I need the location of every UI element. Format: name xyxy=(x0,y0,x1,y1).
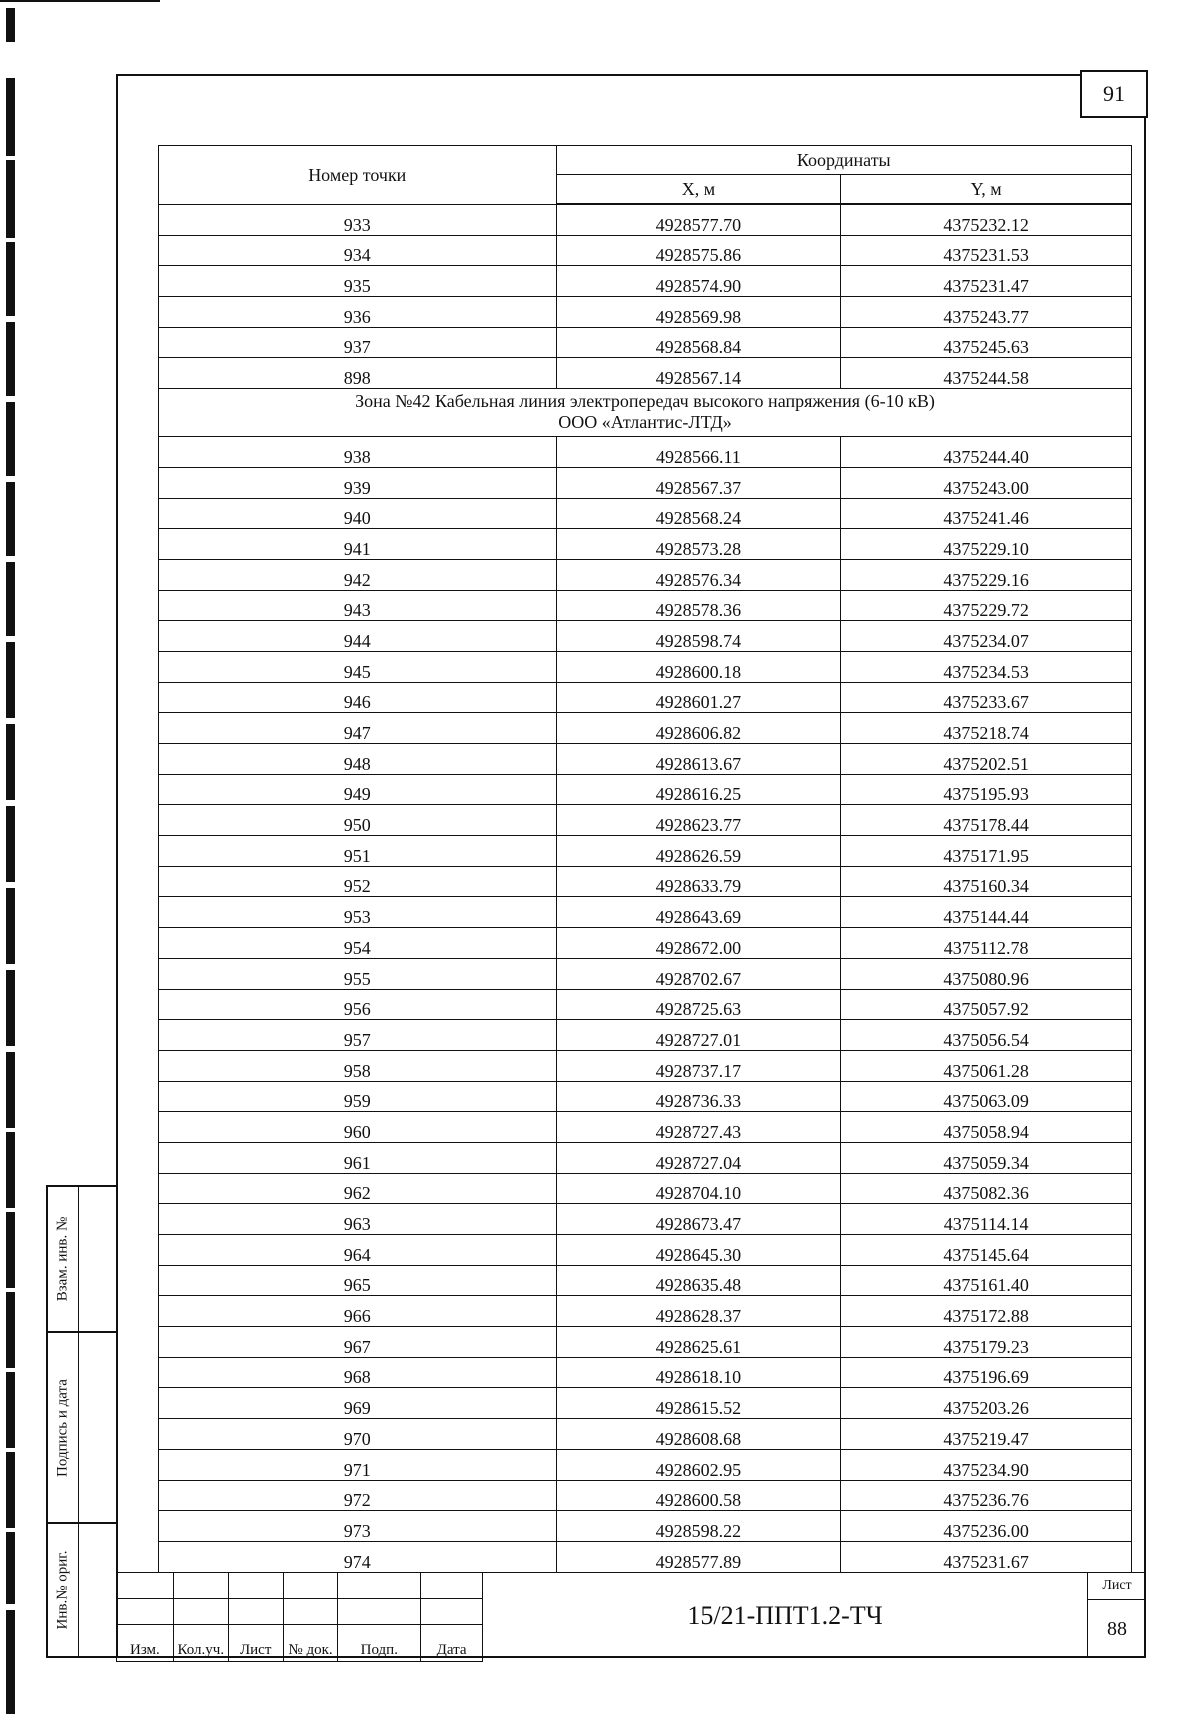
y-coordinate-cell: 4375144.44 xyxy=(841,897,1132,928)
binding-mark xyxy=(6,242,15,316)
point-number-cell: 969 xyxy=(159,1388,557,1419)
table-row xyxy=(159,498,1132,529)
binding-mark xyxy=(6,78,15,156)
table-row xyxy=(159,590,1132,621)
zone-row xyxy=(159,389,1132,437)
y-coordinate-cell: 4375243.00 xyxy=(841,467,1132,498)
x-coordinate-cell: 4928626.59 xyxy=(556,836,841,867)
x-coordinate-cell: 4928704.10 xyxy=(556,1173,841,1204)
table-row xyxy=(159,1235,1132,1266)
binding-mark xyxy=(6,1610,15,1670)
table-row xyxy=(159,266,1132,297)
table-row xyxy=(159,958,1132,989)
rows-before-zone xyxy=(159,204,1132,389)
x-coordinate-cell: 4928727.43 xyxy=(556,1112,841,1143)
y-coordinate-cell: 4375229.10 xyxy=(841,529,1132,560)
title-block xyxy=(116,1572,1146,1658)
point-number-cell: 950 xyxy=(159,805,557,836)
binding-mark xyxy=(6,1052,15,1128)
point-number-cell: 945 xyxy=(159,651,557,682)
binding-mark xyxy=(6,970,15,1046)
zone-section xyxy=(159,389,1132,437)
y-coordinate-cell: 4375112.78 xyxy=(841,928,1132,959)
col-qty: Кол.уч. xyxy=(173,1625,228,1662)
binding-mark xyxy=(6,1212,15,1288)
y-coordinate-cell: 4375244.58 xyxy=(841,358,1132,389)
point-number-cell: 937 xyxy=(159,327,557,358)
y-coordinate-cell: 4375161.40 xyxy=(841,1265,1132,1296)
y-coordinate-cell: 4375231.67 xyxy=(841,1541,1132,1572)
x-coordinate-cell: 4928672.00 xyxy=(556,928,841,959)
zone-title xyxy=(159,389,1132,437)
point-number-cell: 948 xyxy=(159,744,557,775)
x-coordinate-cell: 4928643.69 xyxy=(556,897,841,928)
point-number-cell: 958 xyxy=(159,1050,557,1081)
y-coordinate-cell: 4375236.00 xyxy=(841,1511,1132,1542)
table-row xyxy=(159,713,1132,744)
table-row xyxy=(159,1296,1132,1327)
table-row xyxy=(159,928,1132,959)
point-number-cell: 964 xyxy=(159,1235,557,1266)
y-coordinate-cell: 4375063.09 xyxy=(841,1081,1132,1112)
point-number-cell: 943 xyxy=(159,590,557,621)
x-coordinate-cell: 4928577.89 xyxy=(556,1541,841,1572)
x-coordinate-cell: 4928602.95 xyxy=(556,1449,841,1480)
y-coordinate-cell: 4375229.72 xyxy=(841,590,1132,621)
table-row xyxy=(159,1050,1132,1081)
y-coordinate-cell: 4375195.93 xyxy=(841,774,1132,805)
table-row xyxy=(159,559,1132,590)
y-coordinate-cell: 4375233.67 xyxy=(841,682,1132,713)
y-coordinate-cell: 4375202.51 xyxy=(841,744,1132,775)
y-coordinate-cell: 4375058.94 xyxy=(841,1112,1132,1143)
sheet-number: 88 xyxy=(1107,1617,1127,1640)
x-coordinate-cell: 4928598.22 xyxy=(556,1511,841,1542)
y-coordinate-cell: 4375056.54 xyxy=(841,1020,1132,1051)
x-coordinate-cell: 4928600.18 xyxy=(556,651,841,682)
x-coordinate-cell: 4928568.84 xyxy=(556,327,841,358)
table-row xyxy=(159,774,1132,805)
point-number-cell: 974 xyxy=(159,1541,557,1572)
table-row xyxy=(159,327,1132,358)
binding-mark xyxy=(6,402,15,476)
header-coordinates: Координаты xyxy=(556,146,1131,175)
binding-mark xyxy=(6,642,15,718)
y-coordinate-cell: 4375234.90 xyxy=(841,1449,1132,1480)
binding-mark xyxy=(6,1132,15,1208)
header-point-number: Номер точки xyxy=(159,146,557,205)
y-coordinate-cell: 4375061.28 xyxy=(841,1050,1132,1081)
y-coordinate-cell: 4375114.14 xyxy=(841,1204,1132,1235)
col-doc-number: № док. xyxy=(283,1625,338,1662)
stamp-label: Взам. инв. № xyxy=(54,1216,71,1302)
x-coordinate-cell: 4928615.52 xyxy=(556,1388,841,1419)
table-row xyxy=(159,866,1132,897)
binding-mark xyxy=(6,322,15,396)
rows-after-zone xyxy=(159,437,1132,1572)
y-coordinate-cell: 4375218.74 xyxy=(841,713,1132,744)
binding-mark xyxy=(6,1670,15,1714)
point-number-cell: 954 xyxy=(159,928,557,959)
y-coordinate-cell: 4375196.69 xyxy=(841,1357,1132,1388)
point-number-cell: 942 xyxy=(159,559,557,590)
binding-mark xyxy=(6,562,15,636)
point-number-cell: 971 xyxy=(159,1449,557,1480)
point-number-cell: 957 xyxy=(159,1020,557,1051)
binding-mark xyxy=(6,806,15,882)
binding-mark xyxy=(6,1372,15,1448)
x-coordinate-cell: 4928737.17 xyxy=(556,1050,841,1081)
point-number-cell: 962 xyxy=(159,1173,557,1204)
header-y: Y, м xyxy=(841,175,1132,205)
page-corner-number: 91 xyxy=(1080,70,1148,118)
point-number-cell: 941 xyxy=(159,529,557,560)
table-row xyxy=(159,1112,1132,1143)
y-coordinate-cell: 4375234.53 xyxy=(841,651,1132,682)
table-row xyxy=(159,529,1132,560)
point-number-cell: 947 xyxy=(159,713,557,744)
stamp-label: Подпись и дата xyxy=(54,1378,71,1477)
x-coordinate-cell: 4928616.25 xyxy=(556,774,841,805)
scan-edge-line xyxy=(0,0,160,2)
table-row xyxy=(159,297,1132,328)
binding-mark xyxy=(6,888,15,964)
y-coordinate-cell: 4375059.34 xyxy=(841,1142,1132,1173)
table-row xyxy=(159,358,1132,389)
header-x: X, м xyxy=(556,175,841,205)
x-coordinate-cell: 4928736.33 xyxy=(556,1081,841,1112)
table-row xyxy=(159,651,1132,682)
col-change: Изм. xyxy=(117,1625,174,1662)
x-coordinate-cell: 4928727.04 xyxy=(556,1142,841,1173)
y-coordinate-cell: 4375179.23 xyxy=(841,1327,1132,1358)
point-number-cell: 935 xyxy=(159,266,557,297)
binding-mark xyxy=(6,8,15,42)
table-row xyxy=(159,467,1132,498)
point-number-cell: 949 xyxy=(159,774,557,805)
y-coordinate-cell: 4375241.46 xyxy=(841,498,1132,529)
table-row xyxy=(159,1388,1132,1419)
table-row xyxy=(159,682,1132,713)
y-coordinate-cell: 4375231.47 xyxy=(841,266,1132,297)
y-coordinate-cell: 4375178.44 xyxy=(841,805,1132,836)
point-number-cell: 960 xyxy=(159,1112,557,1143)
table-row xyxy=(159,1142,1132,1173)
x-coordinate-cell: 4928645.30 xyxy=(556,1235,841,1266)
point-number-cell: 938 xyxy=(159,437,557,468)
point-number-cell: 956 xyxy=(159,989,557,1020)
y-coordinate-cell: 4375145.64 xyxy=(841,1235,1132,1266)
table-row xyxy=(159,437,1132,468)
point-number-cell: 961 xyxy=(159,1142,557,1173)
x-coordinate-cell: 4928623.77 xyxy=(556,805,841,836)
point-number-cell: 946 xyxy=(159,682,557,713)
point-number-cell: 972 xyxy=(159,1480,557,1511)
point-number-cell: 952 xyxy=(159,866,557,897)
point-number-cell: 955 xyxy=(159,958,557,989)
table-row xyxy=(159,1265,1132,1296)
x-coordinate-cell: 4928628.37 xyxy=(556,1296,841,1327)
table-row xyxy=(159,836,1132,867)
x-coordinate-cell: 4928725.63 xyxy=(556,989,841,1020)
point-number-cell: 970 xyxy=(159,1419,557,1450)
point-number-cell: 966 xyxy=(159,1296,557,1327)
stamp-signature-date xyxy=(46,1331,118,1524)
point-number-cell: 967 xyxy=(159,1327,557,1358)
y-coordinate-cell: 4375172.88 xyxy=(841,1296,1132,1327)
point-number-cell: 973 xyxy=(159,1511,557,1542)
revision-grid xyxy=(116,1572,483,1662)
binding-mark xyxy=(6,482,15,556)
col-date: Дата xyxy=(421,1625,483,1662)
x-coordinate-cell: 4928702.67 xyxy=(556,958,841,989)
coordinates-table xyxy=(158,145,1132,1573)
table-row xyxy=(159,1480,1132,1511)
point-number-cell: 968 xyxy=(159,1357,557,1388)
table-row xyxy=(159,1419,1132,1450)
x-coordinate-cell: 4928569.98 xyxy=(556,297,841,328)
y-coordinate-cell: 4375234.07 xyxy=(841,621,1132,652)
point-number-cell: 940 xyxy=(159,498,557,529)
y-coordinate-cell: 4375245.63 xyxy=(841,327,1132,358)
binding-mark xyxy=(6,1532,15,1604)
x-coordinate-cell: 4928673.47 xyxy=(556,1204,841,1235)
x-coordinate-cell: 4928573.28 xyxy=(556,529,841,560)
y-coordinate-cell: 4375160.34 xyxy=(841,866,1132,897)
x-coordinate-cell: 4928601.27 xyxy=(556,682,841,713)
y-coordinate-cell: 4375219.47 xyxy=(841,1419,1132,1450)
x-coordinate-cell: 4928575.86 xyxy=(556,235,841,266)
table-row xyxy=(159,744,1132,775)
x-coordinate-cell: 4928635.48 xyxy=(556,1265,841,1296)
binding-mark xyxy=(6,160,15,238)
y-coordinate-cell: 4375203.26 xyxy=(841,1388,1132,1419)
zone-title-line: Зона №42 Кабельная линия электропередач высокого напряжения (6-10 кВ) xyxy=(355,391,935,412)
point-number-cell: 953 xyxy=(159,897,557,928)
point-number-cell: 965 xyxy=(159,1265,557,1296)
stamp-label: Инв.№ ориг. xyxy=(54,1550,71,1630)
stamp-replaced-inventory xyxy=(46,1185,118,1333)
x-coordinate-cell: 4928618.10 xyxy=(556,1357,841,1388)
sheet-cell xyxy=(1087,1572,1146,1658)
table-row xyxy=(159,1327,1132,1358)
sheet-label: Лист xyxy=(1088,1573,1146,1600)
x-coordinate-cell: 4928727.01 xyxy=(556,1020,841,1051)
table-row xyxy=(159,1081,1132,1112)
document-code: 15/21-ППТ1.2-ТЧ xyxy=(483,1572,1087,1659)
table-row xyxy=(159,1449,1132,1480)
zone-owner-line: ООО «Атлантис-ЛТД» xyxy=(558,412,732,433)
point-number-cell: 951 xyxy=(159,836,557,867)
table-row xyxy=(159,1020,1132,1051)
y-coordinate-cell: 4375229.16 xyxy=(841,559,1132,590)
x-coordinate-cell: 4928606.82 xyxy=(556,713,841,744)
x-coordinate-cell: 4928598.74 xyxy=(556,621,841,652)
x-coordinate-cell: 4928566.11 xyxy=(556,437,841,468)
point-number-cell: 939 xyxy=(159,467,557,498)
x-coordinate-cell: 4928633.79 xyxy=(556,866,841,897)
x-coordinate-cell: 4928577.70 xyxy=(556,204,841,235)
stamp-original-inventory xyxy=(46,1522,118,1658)
x-coordinate-cell: 4928608.68 xyxy=(556,1419,841,1450)
binding-mark xyxy=(6,1452,15,1528)
x-coordinate-cell: 4928578.36 xyxy=(556,590,841,621)
point-number-cell: 963 xyxy=(159,1204,557,1235)
y-coordinate-cell: 4375057.92 xyxy=(841,989,1132,1020)
x-coordinate-cell: 4928576.34 xyxy=(556,559,841,590)
point-number-cell: 944 xyxy=(159,621,557,652)
y-coordinate-cell: 4375232.12 xyxy=(841,204,1132,235)
x-coordinate-cell: 4928574.90 xyxy=(556,266,841,297)
binding-mark xyxy=(6,1292,15,1368)
y-coordinate-cell: 4375243.77 xyxy=(841,297,1132,328)
table-row xyxy=(159,1173,1132,1204)
x-coordinate-cell: 4928567.14 xyxy=(556,358,841,389)
y-coordinate-cell: 4375236.76 xyxy=(841,1480,1132,1511)
table-row xyxy=(159,235,1132,266)
x-coordinate-cell: 4928625.61 xyxy=(556,1327,841,1358)
x-coordinate-cell: 4928600.58 xyxy=(556,1480,841,1511)
point-number-cell: 934 xyxy=(159,235,557,266)
table-row xyxy=(159,1541,1132,1572)
table-row xyxy=(159,897,1132,928)
table-row xyxy=(159,621,1132,652)
y-coordinate-cell: 4375082.36 xyxy=(841,1173,1132,1204)
x-coordinate-cell: 4928568.24 xyxy=(556,498,841,529)
table-row xyxy=(159,1511,1132,1542)
point-number-cell: 959 xyxy=(159,1081,557,1112)
x-coordinate-cell: 4928567.37 xyxy=(556,467,841,498)
table-row xyxy=(159,805,1132,836)
x-coordinate-cell: 4928613.67 xyxy=(556,744,841,775)
y-coordinate-cell: 4375231.53 xyxy=(841,235,1132,266)
point-number-cell: 936 xyxy=(159,297,557,328)
col-signature: Подп. xyxy=(338,1625,421,1662)
binding-mark xyxy=(6,724,15,800)
y-coordinate-cell: 4375080.96 xyxy=(841,958,1132,989)
point-number-cell: 933 xyxy=(159,204,557,235)
table-row xyxy=(159,1357,1132,1388)
table-row xyxy=(159,1204,1132,1235)
y-coordinate-cell: 4375171.95 xyxy=(841,836,1132,867)
table-row xyxy=(159,204,1132,235)
table-row xyxy=(159,989,1132,1020)
point-number-cell: 898 xyxy=(159,358,557,389)
y-coordinate-cell: 4375244.40 xyxy=(841,437,1132,468)
col-sheet: Лист xyxy=(228,1625,283,1662)
